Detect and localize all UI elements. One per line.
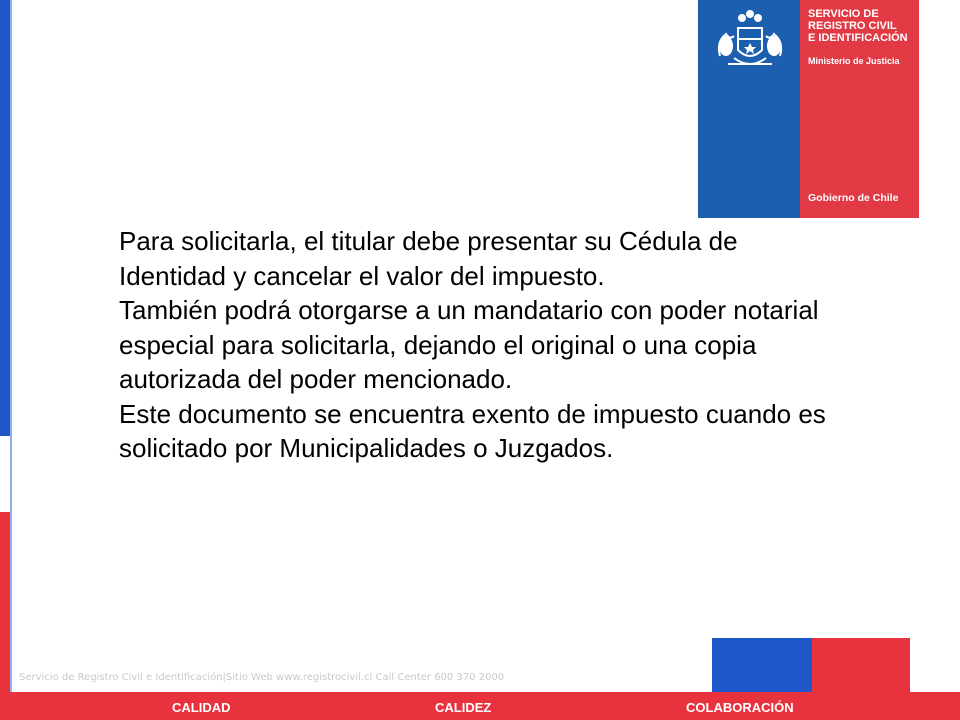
chile-coat-of-arms-icon	[708, 6, 792, 76]
left-accent-bar	[0, 0, 10, 692]
logo-title-line: SERVICIO DE	[808, 8, 879, 20]
value-label-colaboracion: COLABORACIÓN	[686, 700, 794, 715]
body-paragraph: Este documento se encuentra exento de impuesto cuando es solicitado por Municipalidades o Juzgados.	[119, 398, 826, 463]
logo-blue-panel	[698, 0, 800, 218]
footer-values-bar	[0, 692, 960, 720]
flag-red-block	[812, 638, 910, 692]
logo-title-line: REGISTRO CIVIL	[808, 20, 897, 32]
flag-blue-block	[712, 638, 812, 692]
value-label-calidez: CALIDEZ	[435, 700, 492, 715]
body-paragraph: También podrá otorgarse a un mandatario con poder notarial especial para solicitarla, dejando el original o una copia autorizada del poder mencionado.	[119, 295, 819, 394]
logo-title	[808, 8, 916, 44]
logo-government: Gobierno de Chile	[808, 192, 899, 204]
footer-info-line: Servicio de Registro Civil e Identificación|Sitio Web www.registrocivil.cl Call Center 600 370 2000	[19, 672, 505, 683]
footer-flag-block	[712, 638, 910, 692]
logo-title-line: E IDENTIFICACIÓN	[808, 32, 908, 44]
body-paragraph: Para solicitarla, el titular debe presentar su Cédula de Identidad y cancelar el valor del impuesto.	[119, 226, 738, 291]
value-label-calidad: CALIDAD	[172, 700, 231, 715]
slide-body	[119, 224, 849, 466]
logo-ministry: Ministerio de Justicia	[808, 56, 900, 66]
left-accent-highlight	[10, 0, 12, 692]
registro-civil-logo	[698, 0, 919, 218]
